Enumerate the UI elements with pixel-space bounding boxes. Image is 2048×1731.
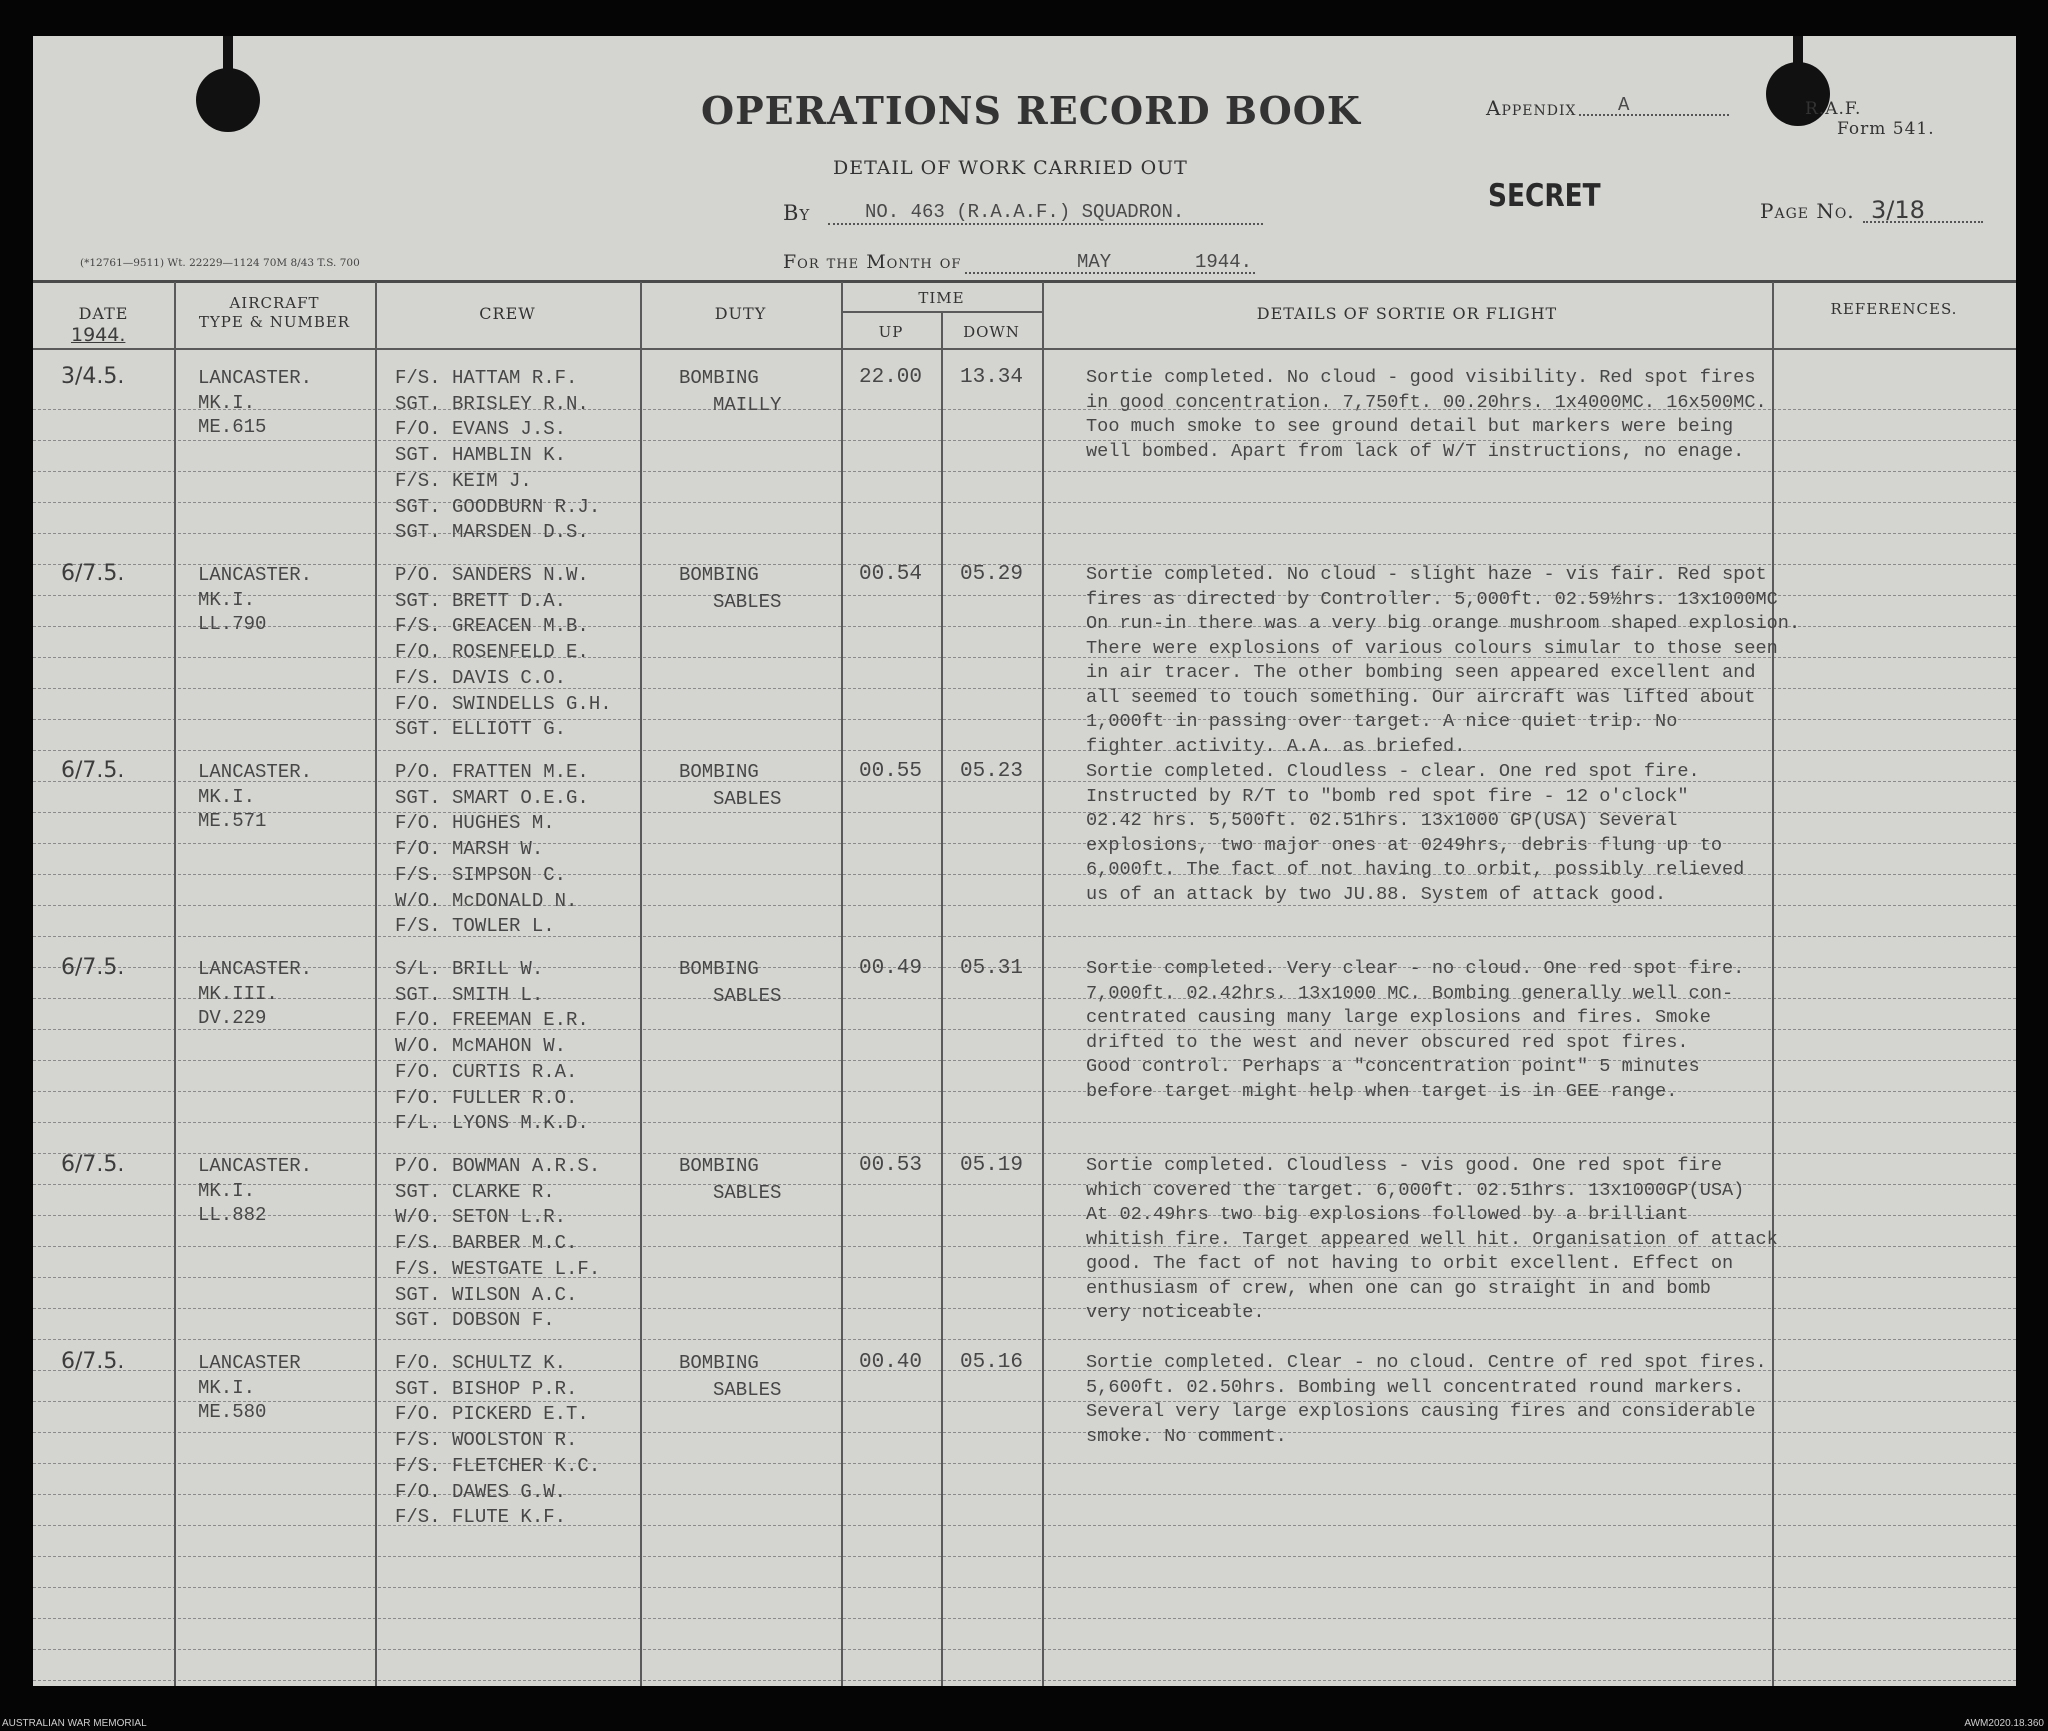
crew-member: F/O. MARSH W. [395,838,544,861]
crew-member: F/S. FLUTE K.F. [395,1506,567,1529]
time-up: 00.54 [859,563,923,586]
detail-line: 7,000ft. 02.42hrs. 13x1000 MC. Bombing generally well con- [1086,982,1734,1004]
column-divider-down [1042,282,1044,1686]
ruled-line [33,936,2016,937]
duty-line: SABLES [713,787,782,810]
detail-line: Sortie completed. Very clear - no cloud. One red spot fire. [1086,958,1745,979]
appendix-value: A [1618,94,1630,116]
crew-member: F/O. EVANS J.S. [395,418,567,441]
detail-line: fires as directed by Controller. 5,000ft. 02.59½hrs. 13x1000MC [1086,588,1778,610]
page-title: OPERATIONS RECORD BOOK [701,88,1361,133]
crew-member: F/S. WESTGATE L.F. [395,1257,601,1280]
crew-member: F/S. GREACEN M.B. [395,615,589,638]
crew-member: P/O. BOWMAN A.R.S. [395,1155,601,1177]
ruled-line [33,812,2016,813]
ruled-line [33,905,2016,906]
crew-member: F/O. PICKERD E.T. [395,1403,589,1426]
record-sheet [33,36,2016,1686]
detail-line: Sortie completed. No cloud - slight haze - vis fair. Red spot [1086,564,1767,585]
column-divider-crew [640,282,642,1686]
detail-line: well bombed. Apart from lack of W/T instructions, no enage. [1086,440,1745,462]
page-number-value: 3/18 [1871,196,1925,224]
aircraft-line: MK.III. [198,982,278,1005]
crew-member: W/O. McDONALD N. [395,889,578,912]
time-down: 05.31 [960,957,1024,980]
by-dotted-line [828,223,1263,225]
detail-line: whitish fire. Target appeared well hit. Organisation of attack [1086,1228,1778,1250]
detail-line: smoke. No comment. [1086,1425,1287,1447]
ruled-line [33,1215,2016,1216]
ruled-line [33,1525,2016,1526]
detail-line: Instructed by R/T to "bomb red spot fire - 12 o'clock" [1086,785,1689,807]
crew-member: SGT. CLARKE R. [395,1180,555,1203]
crew-member: SGT. DOBSON F. [395,1309,555,1332]
aircraft-line: ME.571 [198,810,267,832]
crew-member: F/O. HUGHES M. [395,812,555,835]
duty-line: BOMBING [679,564,759,586]
time-down: 05.16 [960,1351,1024,1374]
crew-member: SGT. WILSON A.C. [395,1283,578,1306]
detail-line: very noticeable. [1086,1302,1265,1323]
detail-line: before target might help when target is in GEE range. [1086,1080,1678,1102]
aircraft-line: LANCASTER. [198,1155,313,1177]
appendix-label: Appendix [1486,96,1577,120]
aircraft-line: LANCASTER. [198,761,313,783]
crew-member: S/L. BRILL W. [395,958,544,980]
crew-member: SGT. SMITH L. [395,983,544,1006]
column-header-down: DOWN [963,323,1020,341]
crew-member: SGT. BRETT D.A. [395,589,567,612]
binder-hole-stem-left [223,36,233,72]
ruled-line [33,1308,2016,1309]
detail-line: us of an attack by two JU.88. System of attack good. [1086,883,1667,905]
crew-member: SGT. GOODBURN R.J. [395,495,601,518]
ruled-line [33,1680,2016,1681]
crew-member: F/S. WOOLSTON R. [395,1429,578,1452]
duty-line: SABLES [713,590,782,613]
column-divider-aircraft [375,282,377,1686]
squadron-name: NO. 463 (R.A.A.F.) SQUADRON. [865,201,1185,223]
column-header-crew: CREW [479,304,536,323]
detail-line: There were explosions of various colours simular to those seen [1086,637,1778,659]
aircraft-line: LL.790 [198,613,267,635]
detail-line: fighter activity. A.A. as briefed. [1086,735,1466,757]
column-divider-details [1772,282,1774,1686]
detail-line: centrated causing many large explosions and fires. Smoke [1086,1007,1711,1028]
duty-line: BOMBING [679,958,759,980]
detail-line: 1,000ft in passing over target. A nice quiet trip. No [1086,711,1678,732]
column-header-aircraft-type: TYPE & NUMBER [198,313,351,331]
crew-member: F/S. BARBER M.C. [395,1232,578,1255]
crew-member: F/S. KEIM J. [395,469,532,492]
detail-line: 5,600ft. 02.50hrs. Bombing well concentrated round markers. [1086,1376,1745,1398]
binder-hole-left [196,68,260,132]
entry-date: 3/4.5. [61,364,125,389]
entry-date: 6/7.5. [61,1152,125,1177]
duty-line: SABLES [713,984,782,1007]
secret-stamp: SECRET [1488,178,1601,214]
time-up: 00.55 [859,760,923,783]
ruled-line [33,1339,2016,1340]
crew-member: F/O. FREEMAN E.R. [395,1009,589,1032]
time-down: 05.19 [960,1154,1024,1177]
aircraft-line: DV.229 [198,1007,267,1029]
ruled-line [33,781,2016,782]
aircraft-line: LANCASTER. [198,367,313,389]
ruled-line [33,750,2016,751]
by-label: By [783,201,811,225]
ruled-line [33,1060,2016,1061]
ruled-line [33,1649,2016,1650]
detail-line: Sortie completed. Clear - no cloud. Centre of red spot fires. [1086,1352,1767,1373]
crew-member: SGT. ELLIOTT G. [395,718,567,741]
time-up: 00.53 [859,1154,923,1177]
ruled-line [33,1432,2016,1433]
crew-member: F/S. DAVIS C.O. [395,666,567,689]
aircraft-line: LANCASTER. [198,564,313,586]
duty-line: BOMBING [679,367,759,389]
footer-reference: AWM2020.18.360 [1964,1718,2044,1729]
footer-credit: AUSTRALIAN WAR MEMORIAL [2,1718,147,1729]
aircraft-line: ME.615 [198,416,267,438]
month-value: MAY [1077,251,1112,273]
column-divider-duty [841,282,843,1686]
duty-line: BOMBING [679,761,759,783]
ruled-line [33,533,2016,534]
duty-line: MAILLY [713,393,782,416]
detail-line: Too much smoke to see ground detail but markers were being [1086,416,1734,437]
column-header-up: UP [878,323,904,341]
aircraft-line: LANCASTER. [198,958,313,980]
ruled-line [33,719,2016,720]
ruled-line [33,1029,2016,1030]
print-reference: (*12761—9511) Wt. 22229—1124 70M 8/43 T.S. 700 [80,257,360,269]
duty-line: BOMBING [679,1155,759,1177]
entry-date: 6/7.5. [61,758,125,783]
detail-line: enthusiasm of crew, when one can go straight in and bomb [1086,1277,1711,1299]
column-header-aircraft: AIRCRAFT [229,294,320,312]
detail-line: Sortie completed. No cloud - good visibility. Red spot fires [1086,367,1756,388]
entry-date: 6/7.5. [61,561,125,586]
column-header-duty: DUTY [714,304,767,323]
crew-member: F/O. DAWES G.W. [395,1480,567,1503]
crew-member: F/S. FLETCHER K.C. [395,1454,601,1477]
table-header-rule [33,348,2016,350]
crew-member: P/O. SANDERS N.W. [395,564,589,586]
time-up: 00.49 [859,957,923,980]
appendix-dotted-line [1579,114,1729,116]
detail-line: which covered the target. 6,000ft. 02.51hrs. 13x1000GP(USA) [1086,1179,1745,1201]
detail-line: On run-in there was a very big orange mushroom shaped explosion. [1086,613,1801,634]
detail-line: 02.42 hrs. 5,500ft. 02.51hrs. 13x1000 GP(USA) Several [1086,810,1678,831]
ruled-line [33,1494,2016,1495]
detail-line: explosions, two major ones at 0249hrs, debris flung up to [1086,834,1723,856]
ruled-line [33,1091,2016,1092]
crew-member: F/L. LYONS M.K.D. [395,1112,589,1135]
duty-line: BOMBING [679,1352,759,1374]
entry-date: 6/7.5. [61,955,125,980]
detail-line: in air tracer. The other bombing seen appeared excellent and [1086,662,1756,683]
column-header-year: 1944. [71,324,126,346]
crew-member: SGT. MARSDEN D.S. [395,521,589,544]
entry-date: 6/7.5. [61,1349,125,1374]
time-down: 13.34 [960,366,1024,389]
aircraft-line: MK.I. [198,391,256,414]
detail-line: good. The fact of not having to orbit excellent. Effect on [1086,1253,1734,1274]
aircraft-line: MK.I. [198,588,256,611]
column-divider-time [941,312,943,1686]
crew-member: F/O. SCHULTZ K. [395,1352,567,1374]
month-label: For the Month of [783,251,962,273]
aircraft-line: MK.I. [198,1376,256,1399]
column-header-date: DATE [78,304,129,323]
ruled-line [33,1277,2016,1278]
detail-line: all seemed to touch something. Our aircraft was lifted about [1086,686,1756,708]
crew-member: P/O. FRATTEN M.E. [395,761,589,783]
duty-line: SABLES [713,1181,782,1204]
ruled-line [33,471,2016,472]
footer-bar [0,1718,2048,1731]
ruled-line [33,1556,2016,1557]
crew-member: SGT. SMART O.E.G. [395,786,589,809]
time-up: 00.40 [859,1351,923,1374]
time-down: 05.29 [960,563,1024,586]
detail-line: in good concentration. 7,750ft. 00.20hrs. 1x4000MC. 16x500MC. [1086,391,1767,413]
ruled-line [33,1618,2016,1619]
time-down: 05.23 [960,760,1024,783]
page-number-label: Page No. [1760,199,1855,223]
crew-member: F/S. HATTAM R.F. [395,367,578,389]
ruled-line [33,1463,2016,1464]
detail-line: Sortie completed. Cloudless - clear. One red spot fire. [1086,761,1700,782]
column-divider-date [174,282,176,1686]
aircraft-line: LL.882 [198,1204,267,1226]
form-number-line1: R.A.F. [1805,99,1862,119]
crew-member: F/O. ROSENFELD E. [395,641,589,664]
crew-member: W/O. SETON L.R. [395,1206,567,1229]
crew-member: SGT. BRISLEY R.N. [395,392,589,415]
crew-member: F/S. SIMPSON C. [395,863,567,886]
time-up: 22.00 [859,366,923,389]
table-top-rule [33,280,2016,283]
crew-member: F/O. FULLER R.O. [395,1086,578,1109]
column-header-details: DETAILS OF SORTIE OR FLIGHT [1256,304,1558,323]
column-header-references: REFERENCES. [1830,300,1958,318]
aircraft-line: LANCASTER [198,1352,301,1374]
detail-line: drifted to the west and never obscured red spot fires. [1086,1031,1689,1053]
crew-member: SGT. HAMBLIN K. [395,444,567,467]
detail-line: At 02.49hrs two big explosions followed by a brilliant [1086,1204,1689,1225]
ruled-line [33,1122,2016,1123]
form-number-line2: Form 541. [1837,119,1935,139]
year-value: 1944. [1195,251,1253,273]
crew-member: F/O. CURTIS R.A. [395,1060,578,1083]
crew-member: SGT. BISHOP P.R. [395,1377,578,1400]
detail-line: Good control. Perhaps a "concentration point" 5 minutes [1086,1056,1700,1077]
ruled-line [33,1587,2016,1588]
aircraft-line: MK.I. [198,785,256,808]
detail-line: Sortie completed. Cloudless - vis good. One red spot fire [1086,1155,1723,1176]
crew-member: F/S. TOWLER L. [395,915,555,938]
duty-line: SABLES [713,1378,782,1401]
detail-line: Several very large explosions causing fires and considerable [1086,1401,1756,1422]
aircraft-line: ME.580 [198,1401,267,1423]
ruled-line [33,502,2016,503]
detail-line: 6,000ft. The fact of not having to orbit, possibly relieved [1086,859,1745,880]
aircraft-line: MK.I. [198,1179,256,1202]
crew-member: F/O. SWINDELLS G.H. [395,692,612,715]
page-subtitle: DETAIL OF WORK CARRIED OUT [833,157,1188,179]
column-header-time: TIME [918,289,965,307]
crew-member: W/O. McMAHON W. [395,1035,567,1058]
